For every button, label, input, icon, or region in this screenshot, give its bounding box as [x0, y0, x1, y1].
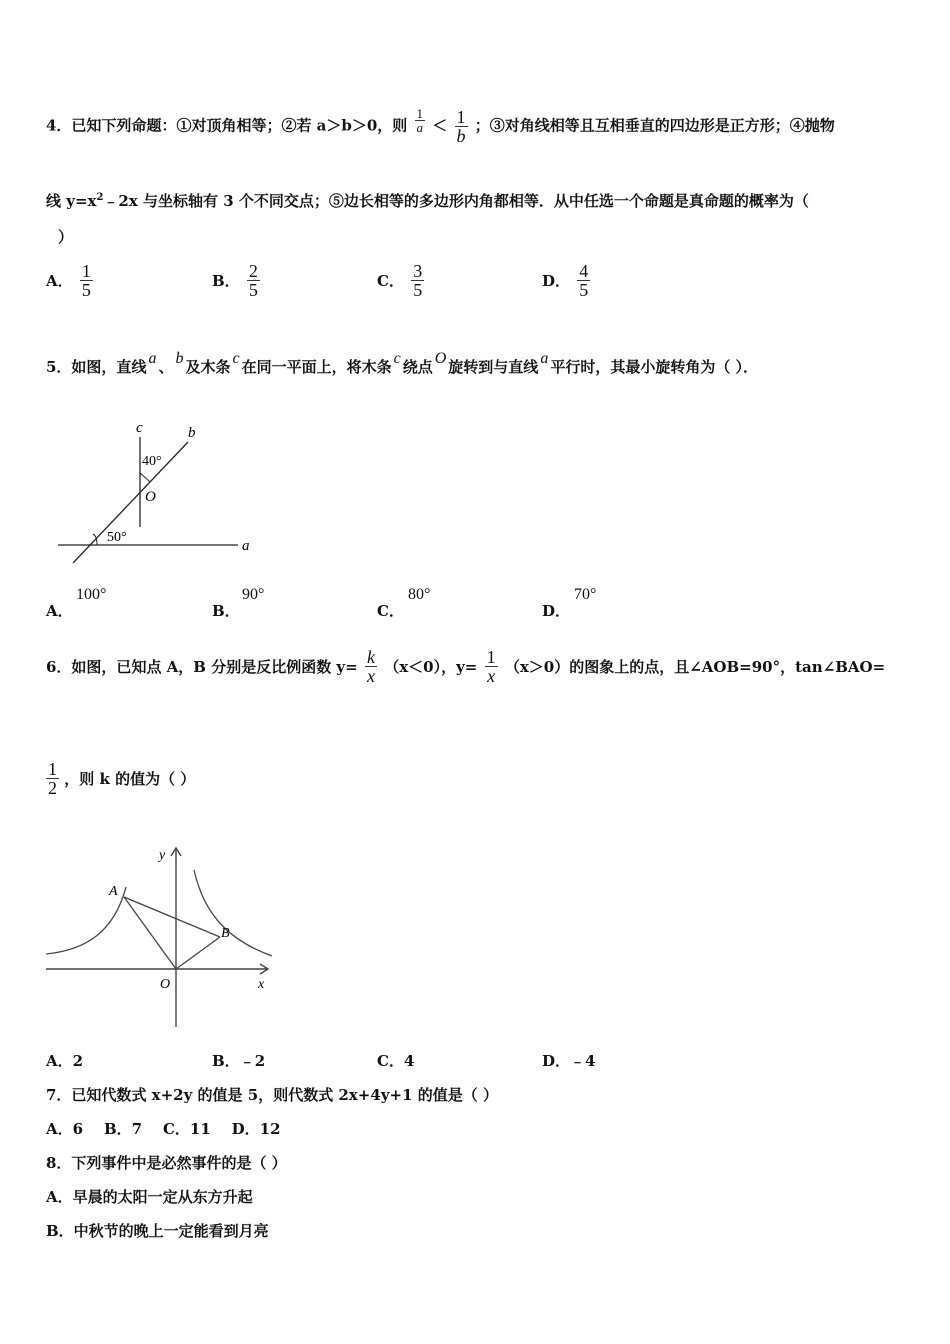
q8-option-b[interactable]: B．中秋节的晚上一定能看到月亮 [46, 1222, 269, 1240]
q6-frac-k-over-x: $\frac{k}{x}$ [366, 647, 375, 686]
segment-ob [176, 937, 220, 969]
q6-stem-line1: 6．如图，已知点 A，B 分别是反比例函数 y= $\frac{k}{x}$ （x＜0），y= $\frac{1}{x}$ （x＞0）的图象上的点，且∠AOB=90°，tan∠BAO= [46, 647, 886, 686]
q4-option-c[interactable]: C． $\frac{3}{5}$ [377, 261, 423, 300]
label-angle-50: 50° [107, 530, 127, 545]
q6-frac-1-over-x: $\frac{1}{x}$ [486, 647, 496, 686]
label-c: c [136, 420, 143, 436]
q5-option-a[interactable]: A． [46, 602, 73, 620]
q5-option-b-value: 90° [242, 586, 265, 603]
q6-option-d[interactable]: D．﹣4 [542, 1052, 596, 1070]
q5-option-d-value: 70° [574, 586, 597, 603]
q6-stem-line2: $\frac{1}{2}$ ，则 k 的值为（ ） [48, 759, 196, 798]
label-b-point: B [221, 926, 230, 941]
q8-option-a[interactable]: A．早晨的太阳一定从东方升起 [46, 1188, 253, 1206]
q6-option-c[interactable]: C．4 [377, 1052, 415, 1070]
label-b: b [188, 425, 196, 441]
q6-option-a[interactable]: A．2 [46, 1052, 84, 1070]
q4-line1 [46, 108, 835, 145]
label-o-origin: O [160, 977, 171, 992]
q5-option-b[interactable]: B． [212, 602, 240, 620]
q7-options[interactable]: A．6 B．7 C．11 D．12 [46, 1120, 281, 1138]
q4-frac-1-over-a: $\frac{1}{a}$ [416, 106, 424, 135]
q5-option-a-value: 100° [76, 586, 107, 603]
q4-option-a[interactable]: A． $\frac{1}{5}$ [46, 261, 91, 300]
curve-right [194, 870, 272, 956]
label-y: y [159, 848, 166, 863]
q5-option-d[interactable]: D． [542, 602, 571, 620]
q4-tail: ；③对角线相等且互相垂直的四边形是正方形；④抛物 [474, 116, 835, 135]
q4-option-b[interactable]: B． $\frac{2}{5}$ [212, 261, 258, 300]
q6-frac-1-over-2: $\frac{1}{2}$ [48, 759, 57, 798]
q4-less-than: ＜ [432, 116, 448, 135]
q5-option-c-value: 80° [408, 586, 431, 603]
q7-stem: 7．已知代数式 x+2y 的值是 5，则代数式 2x+4y+1 的值是（ ） [46, 1086, 498, 1104]
q4-line2: 线 $y=x^2﹣2x$ 与坐标轴有 3 个不同交点；⑤边长相等的多边形内角都相等．从中任选一个命题是真命题的概率为（ [46, 192, 809, 210]
q5-option-c[interactable]: C． [377, 602, 404, 620]
q8-stem: 8．下列事件中是必然事件的是（ ） [46, 1154, 287, 1172]
q6-figure [46, 842, 272, 1032]
q5-figure [50, 415, 270, 570]
q4-frac-1-over-b: $\frac{1}{b}$ [456, 107, 466, 146]
label-a-point: A [109, 884, 118, 899]
q4-line3: ） [58, 228, 74, 246]
label-a: a [242, 538, 250, 554]
q4-lead: 4．已知下列命题：①对顶角相等；②若 a＞b＞0，则 [46, 116, 408, 135]
q4-option-d[interactable]: D． $\frac{4}{5}$ [542, 261, 589, 300]
angle-arc-40 [140, 473, 150, 482]
q5-stem: 5．如图，直线 a 、 b 及木条 c 在同一平面上，将木条 c 绕点 O 旋转到与直线 a 平行时，其最小旋转角为（ ）． [46, 350, 759, 376]
label-x: x [258, 977, 265, 992]
q6-option-b[interactable]: B．﹣2 [212, 1052, 266, 1070]
label-o: O [145, 489, 156, 505]
label-angle-40: 40° [142, 454, 162, 469]
